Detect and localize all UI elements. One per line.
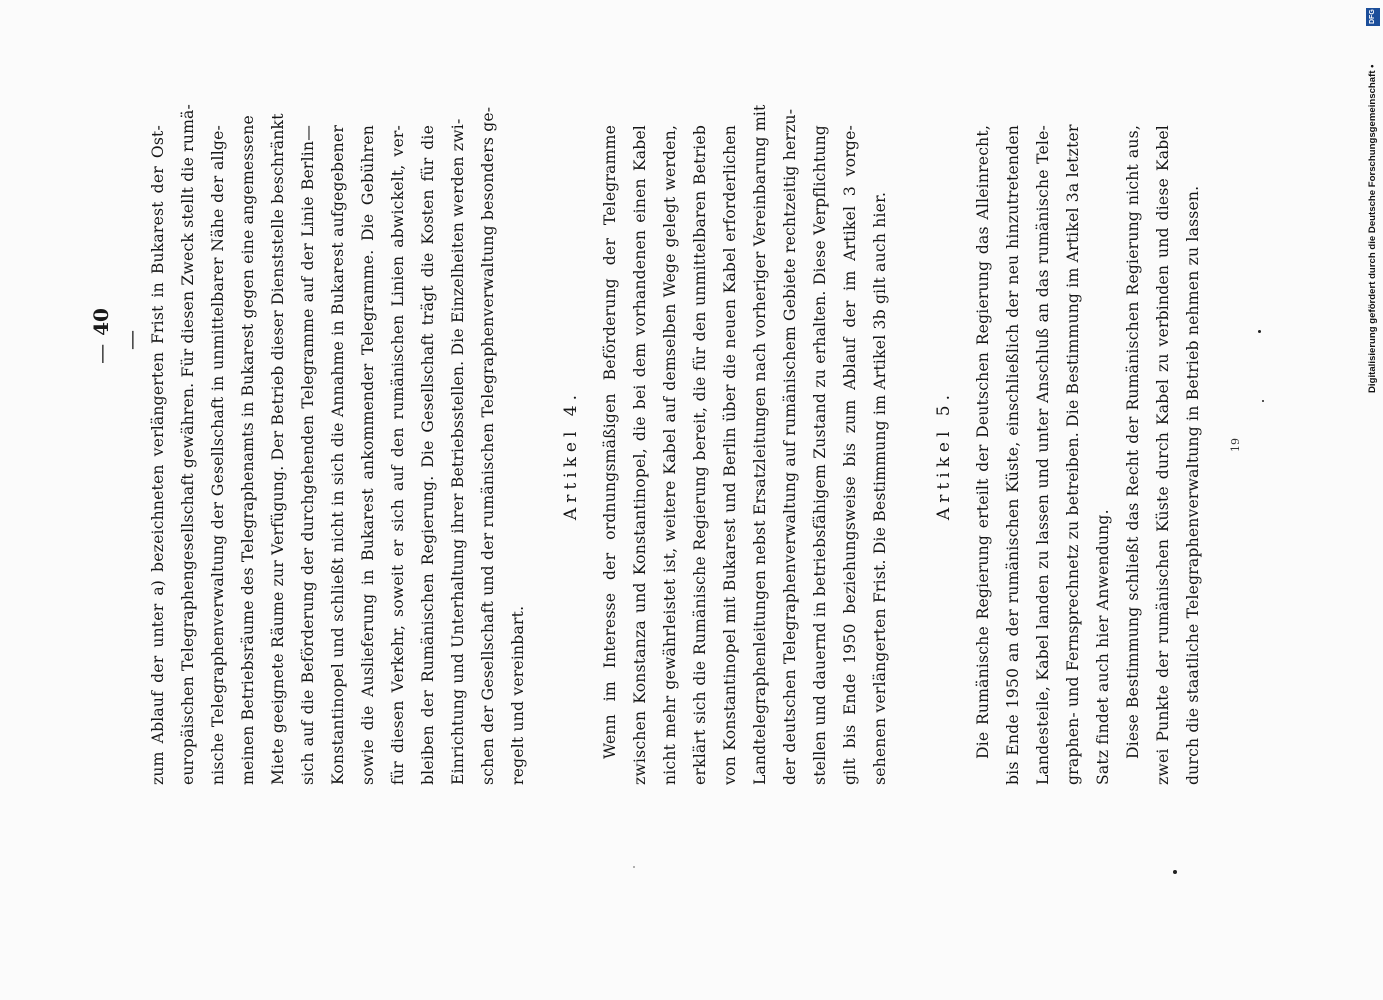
text-line: nicht mehr gewährleistet ist, weitere Kabel auf demselben Wege gelegt werden, xyxy=(661,125,679,785)
text-line: Die Rumänische Regierung erteilt der Deutschen Regierung das Alleinrecht, xyxy=(974,125,992,759)
text-line: von Konstantinopel mit Bukarest und Berlin über die neuen Kabel erforderlichen xyxy=(721,125,739,785)
scan-speck xyxy=(1262,400,1264,402)
text-line: graphen- und Fernsprechnetz zu betreiben. Die Bestimmung im Artikel 3a letzter xyxy=(1064,124,1082,785)
dfg-stamp-text: Digitalisierung gefördert durch die Deutsche Forschungsgemeinschaft • xyxy=(1367,64,1378,393)
text-line: Landesteile, Kabel landen zu lassen und unter Anschluß an das rumänische Tele- xyxy=(1034,125,1052,785)
text-line: Landtelegraphenleitungen nebst Ersatzleitungen nach vorheriger Vereinbarung mit xyxy=(751,104,769,785)
text-line: schen der Gesellschaft und der rumänischen Telegraphenverwaltung besonders ge- xyxy=(479,106,497,785)
header-dash-right: — xyxy=(119,330,143,350)
article-4-heading-wrap xyxy=(553,125,589,785)
paragraph-continuation xyxy=(143,103,533,785)
header-dash-left: — xyxy=(89,343,113,364)
text-line: Miete geeignete Räume zur Verfügung. Der Betrieb dieser Dienststelle beschränkt xyxy=(269,113,287,785)
dfg-logo-icon: DFG xyxy=(1366,8,1380,26)
text-line: erklärt sich die Rumänische Regierung bereit, die für den unmittelbaren Betrieb xyxy=(691,125,709,785)
article-5-heading-wrap xyxy=(926,125,962,785)
article-5-heading: Artikel 5. xyxy=(934,389,954,521)
page-number: 40 xyxy=(89,308,113,336)
scan-speck xyxy=(633,866,635,868)
article-5-body xyxy=(968,125,1208,785)
page-header xyxy=(86,300,143,380)
text-line: sehenen verlängerten Frist. Die Bestimmung im Artikel 3b gilt auch hier. xyxy=(871,191,889,785)
text-line: zwei Punkte der rumänischen Küste durch Kabel zu verbinden und diese Kabel xyxy=(1154,125,1172,785)
scan-speck xyxy=(1258,330,1261,333)
text-line: bleiben der Rumänischen Regierung. Die Gesellschaft trägt die Kosten für die xyxy=(419,125,437,785)
text-line: Wenn im Interesse der ordnungsmäßigen Beförderung der Telegramme xyxy=(601,125,619,759)
text-line: sich auf die Beförderung der durchgehenden Telegramme auf der Linie Berlin— xyxy=(299,125,317,785)
text-line: der deutschen Telegraphenverwaltung auf rumänischem Gebiete rechtzeitig herzu- xyxy=(781,108,799,785)
text-line: Konstantinopel und schließt nicht in sich die Annahme in Bukarest aufgegebener xyxy=(329,125,347,785)
text-line: Einrichtung und Unterhaltung ihrer Betriebsstellen. Die Einzelheiten werden zwi- xyxy=(449,118,467,785)
scan-speck xyxy=(1173,870,1177,874)
dfg-stamp xyxy=(1366,8,1380,393)
text-line: zum Ablauf der unter a) bezeichneten verlängerten Frist in Bukarest der Ost- xyxy=(149,125,167,785)
text-line: gilt bis Ende 1950 beziehungsweise bis zum Ablauf der im Artikel 3 vorge- xyxy=(841,125,859,785)
text-line: durch die staatliche Telegraphenverwaltung in Betrieb nehmen zu lassen. xyxy=(1184,185,1202,785)
text-line: für diesen Verkehr, soweit er sich auf den rumänischen Linien abwickelt, ver- xyxy=(389,125,407,785)
footer-page-number: 19 xyxy=(1229,438,1242,452)
text-line: zwischen Konstanza und Konstantinopel, die bei dem vorhandenen einen Kabel xyxy=(631,125,649,785)
text-line: stellen und dauernd in betriebsfähigem Zustand zu erhalten. Diese Verpflichtung xyxy=(811,125,829,785)
text-line: regelt und vereinbart. xyxy=(509,605,527,785)
text-line: meinen Betriebsräume des Telegraphenamts in Bukarest gegen eine angemessene xyxy=(239,115,257,785)
article-4-heading: Artikel 4. xyxy=(561,389,581,521)
text-line: Diese Bestimmung schließt das Recht der Rumänischen Regierung nicht aus, xyxy=(1124,125,1142,759)
text-line: nische Telegraphenverwaltung der Gesellschaft in unmittelbarer Nähe der allge- xyxy=(209,125,227,785)
text-line: europäischen Telegraphengesellschaft gewähren. Für diesen Zweck stellt die rumä- xyxy=(179,103,197,785)
text-line: sowie die Auslieferung in Bukarest ankommender Telegramme. Die Gebühren xyxy=(359,125,377,785)
article-4-body xyxy=(595,104,895,785)
text-line: Satz findet auch hier Anwendung. xyxy=(1094,509,1112,785)
text-line: bis Ende 1950 an der rumänischen Küste, einschließlich der neu hinzutretenden xyxy=(1004,125,1022,785)
